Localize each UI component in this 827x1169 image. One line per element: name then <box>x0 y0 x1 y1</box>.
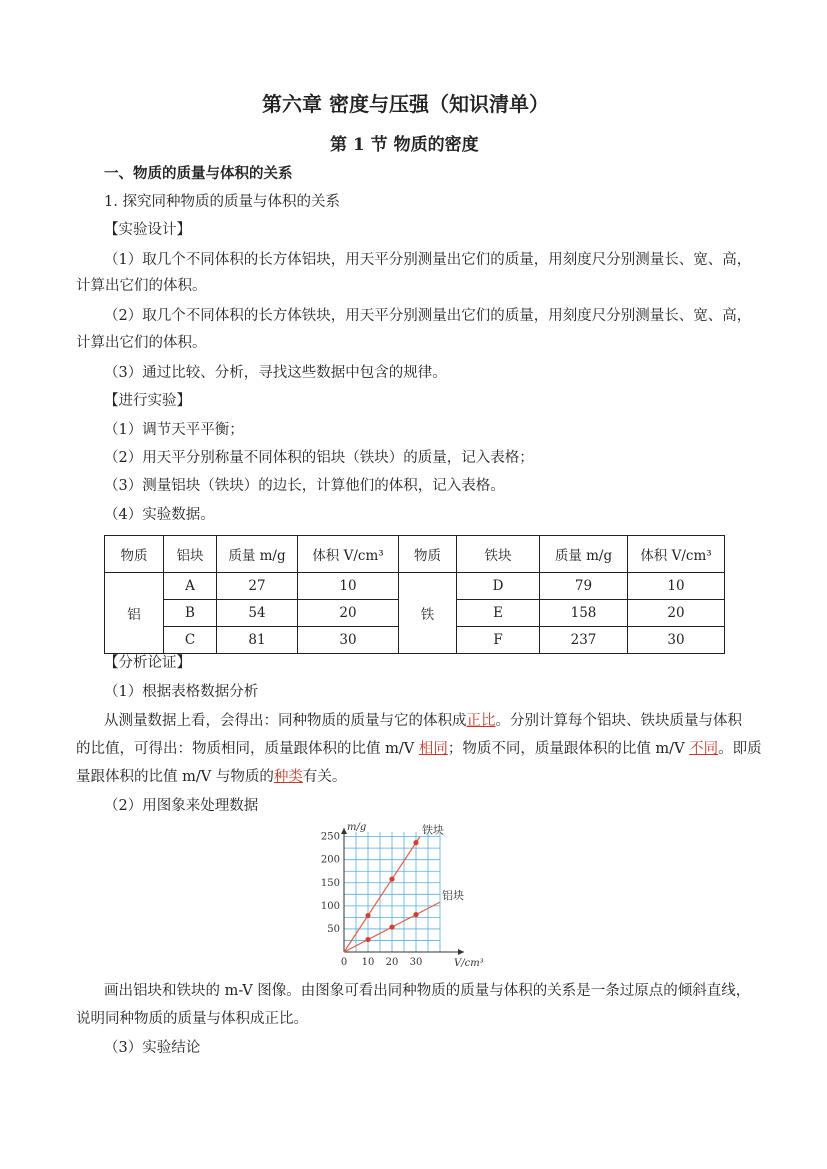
section-title: 第 1 节 物质的密度 <box>330 135 479 155</box>
x-axis-arrow <box>458 949 464 955</box>
cell: 54 <box>217 600 298 627</box>
text: 从测量数据上看，会得出：同种物质的质量与它的体积成 <box>104 713 467 729</box>
cell: 20 <box>298 600 399 627</box>
run-1: （1）调节天平平衡； <box>104 422 244 438</box>
text: 。分别计算每个铝块、铁块质量与体积 <box>495 713 742 729</box>
y-tick-label: 250 <box>320 831 340 843</box>
data-table <box>104 535 725 654</box>
exp-run-label: 【进行实验】 <box>104 393 191 409</box>
th-mass-2: 质量 m/g <box>540 536 628 573</box>
x-tick-label: 0 <box>340 957 348 968</box>
analysis-line-3 <box>76 767 346 787</box>
y-axis-label: m/g <box>347 822 367 833</box>
data-point <box>413 840 418 845</box>
x-tick-label: 10 <box>361 957 375 968</box>
answer-proportional: 正比 <box>466 713 496 729</box>
cell-fe: 铁 <box>399 573 457 654</box>
cell: E <box>457 600 540 627</box>
design-1a: （1）取几个不同体积的长方体铝块，用天平分别测量出它们的质量，用刻度尺分别测量长、宽、高， <box>104 252 752 268</box>
data-point <box>389 876 394 881</box>
analysis-label: 【分析论证】 <box>104 655 191 671</box>
heading-1: 一、物质的质量与体积的关系 <box>104 165 293 182</box>
text: 。即质 <box>718 741 762 757</box>
cell: 237 <box>540 627 628 654</box>
cell: A <box>164 573 217 600</box>
th-al-block: 铝块 <box>164 536 217 573</box>
th-material: 物质 <box>105 536 164 573</box>
cell-al: 铝 <box>105 573 164 654</box>
x-axis-label: V/cm³ <box>454 958 484 969</box>
th-fe-block: 铁块 <box>457 536 540 573</box>
data-point <box>413 912 418 917</box>
cell: 81 <box>217 627 298 654</box>
data-point <box>365 937 370 942</box>
answer-type: 种类 <box>273 769 303 785</box>
analysis-line-2 <box>76 739 762 759</box>
series-label: 铝块 <box>442 889 464 903</box>
m-v-chart <box>312 822 482 970</box>
run-4: （4）实验数据。 <box>104 507 215 523</box>
cell: 79 <box>540 573 628 600</box>
data-point <box>389 924 394 929</box>
cell: C <box>164 627 217 654</box>
text: 量跟体积的比值 m/V 与物质的 <box>76 769 274 785</box>
exp-design-label: 【实验设计】 <box>104 222 191 238</box>
analysis-2: （2）用图象来处理数据 <box>104 798 259 814</box>
cell: 20 <box>628 600 725 627</box>
table-row <box>105 573 725 600</box>
th-vol: 体积 V/cm³ <box>298 536 399 573</box>
run-3: （3）测量铝块（铁块）的边长，计算他们的体积，记入表格。 <box>104 478 505 494</box>
graph-text-b: 说明同种物质的质量与体积成正比。 <box>76 1011 308 1027</box>
text: 的比值，可得出：物质相同，质量跟体积的比值 m/V <box>76 741 419 757</box>
item-1: 1. 探究同种物质的质量与体积的关系 <box>104 194 340 210</box>
th-mass: 质量 m/g <box>217 536 298 573</box>
design-1b: 计算出它们的体积。 <box>76 278 207 294</box>
cell: F <box>457 627 540 654</box>
design-2b: 计算出它们的体积。 <box>76 335 207 351</box>
analysis-3: （3）实验结论 <box>104 1040 201 1056</box>
answer-same: 相同 <box>418 741 448 757</box>
analysis-line-1 <box>104 711 742 731</box>
cell: 10 <box>298 573 399 600</box>
data-point <box>365 913 370 918</box>
y-tick-label: 200 <box>320 854 340 866</box>
design-3: （3）通过比较、分析，寻找这些数据中包含的规律。 <box>104 365 447 381</box>
x-tick-label: 30 <box>409 957 423 968</box>
cell: 27 <box>217 573 298 600</box>
answer-different: 不同 <box>689 741 719 757</box>
graph-text-a: 画出铝块和铁块的 m-V 图像。由图象可看出同种物质的质量与体积的关系是一条过原点的倾斜直线， <box>104 983 751 999</box>
cell: 10 <box>628 573 725 600</box>
page-title: 第六章 密度与压强（知识清单） <box>262 92 549 116</box>
text: 有关。 <box>302 769 347 785</box>
cell: B <box>164 600 217 627</box>
cell: 30 <box>628 627 725 654</box>
th-material-2: 物质 <box>399 536 457 573</box>
y-tick-label: 50 <box>327 923 340 935</box>
series-label: 铁块 <box>421 823 444 837</box>
cell: D <box>457 573 540 600</box>
cell: 30 <box>298 627 399 654</box>
analysis-1: （1）根据表格数据分析 <box>104 684 259 700</box>
design-2a: （2）取几个不同体积的长方体铁块，用天平分别测量出它们的质量，用刻度尺分别测量长、宽、高， <box>104 308 752 324</box>
x-tick-label: 20 <box>385 957 399 968</box>
th-vol-2: 体积 V/cm³ <box>628 536 725 573</box>
y-tick-label: 100 <box>320 900 340 912</box>
cell: 158 <box>540 600 628 627</box>
text: ；物质不同，质量跟体积的比值 m/V <box>447 741 690 757</box>
y-tick-label: 150 <box>320 877 340 889</box>
run-2: （2）用天平分别称量不同体积的铝块（铁块）的质量，记入表格； <box>104 450 534 466</box>
